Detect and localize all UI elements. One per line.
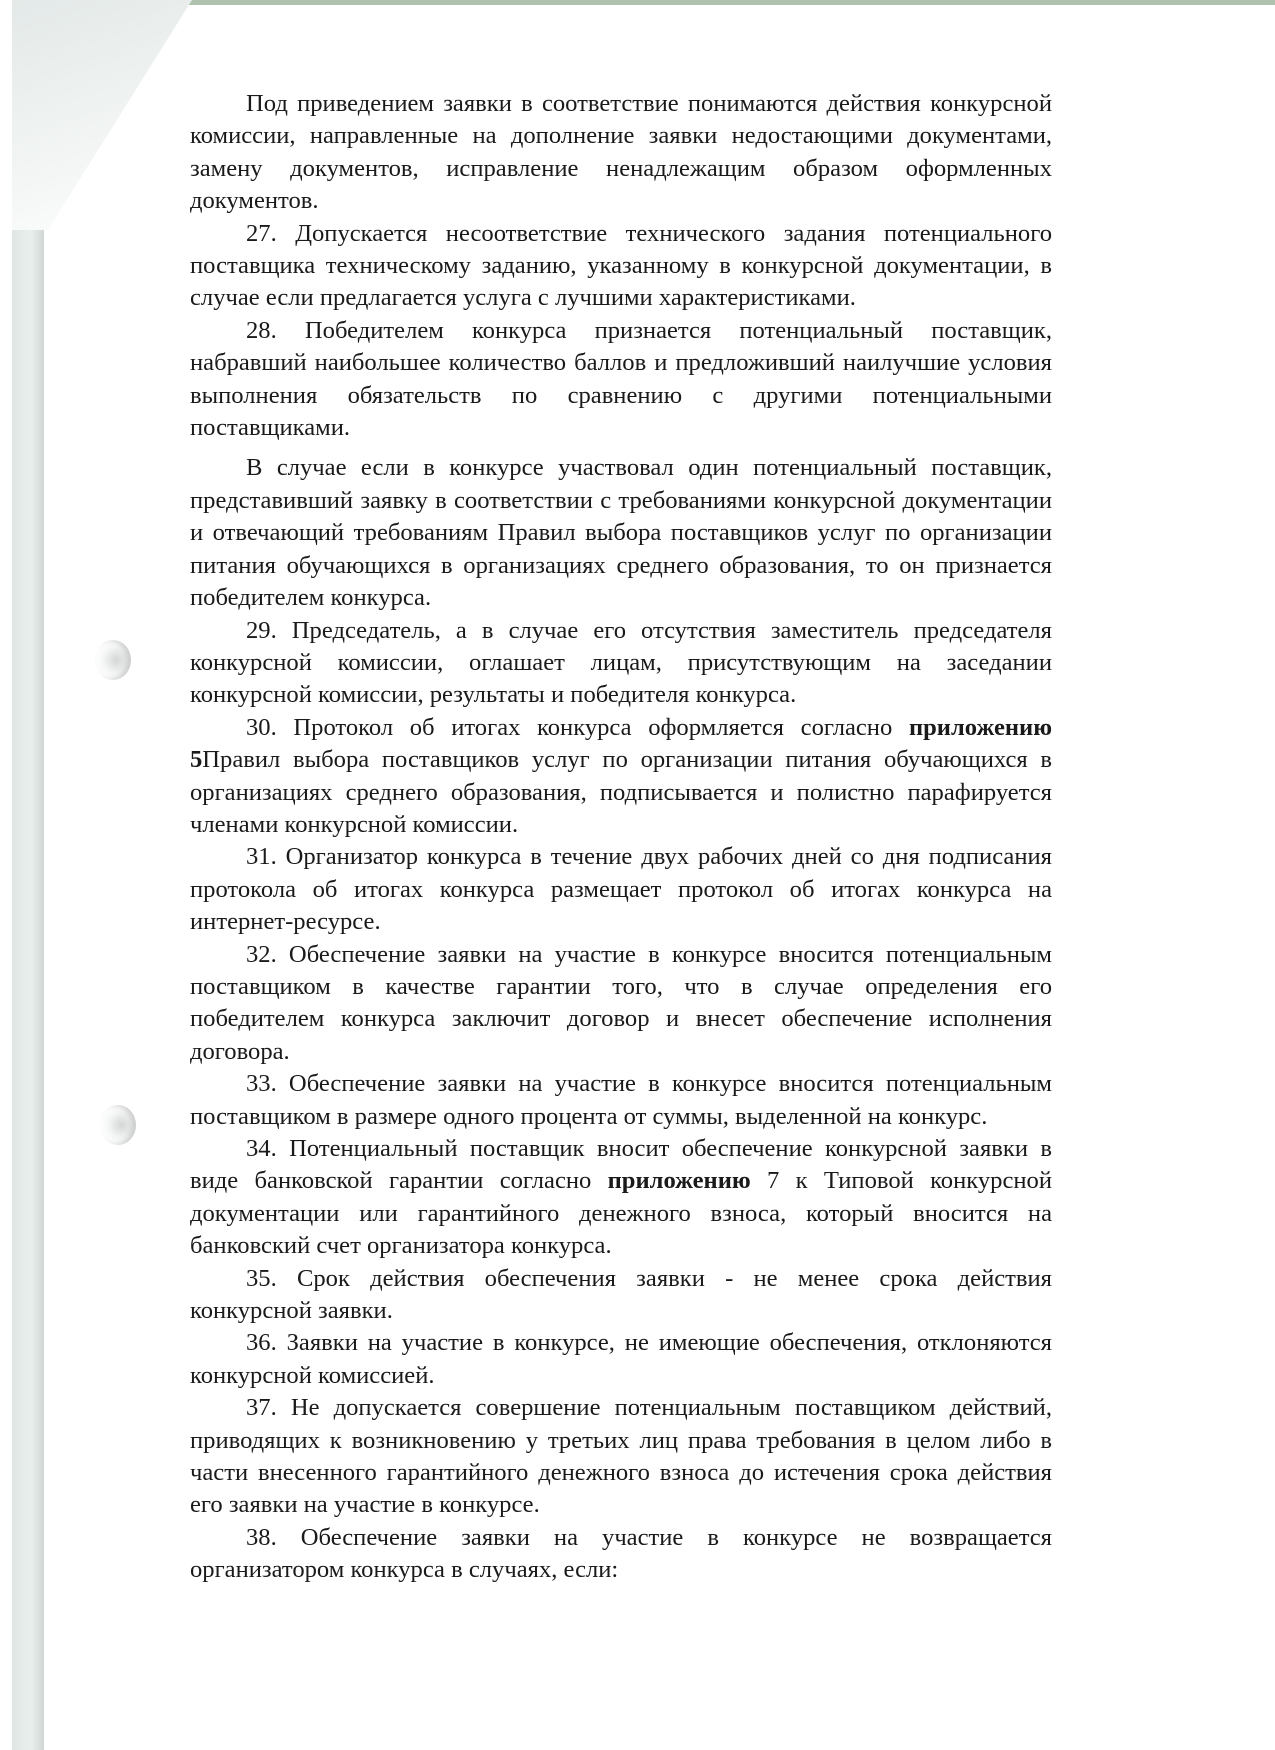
folded-page-corner: [12, 0, 192, 230]
appendix-5-reference: приложению 5: [190, 713, 1052, 774]
punch-hole-icon: [95, 640, 131, 680]
paragraph-34: [190, 1133, 1052, 1263]
appendix-7-reference: приложению: [607, 1167, 751, 1195]
punch-hole-icon: [100, 1105, 136, 1145]
paragraph-27: 27. Допускается несоответствие технического задания потенциального поставщика техническому заданию, указанному в конкурсной документации, в случае если предлагается услуга с лучшими характеристиками.: [190, 219, 1052, 312]
document-body: [190, 88, 1052, 1587]
paragraph-35: 35. Срок действия обеспечения заявки - не менее срока действия конкурсной заявки.: [190, 1264, 1052, 1325]
paragraph-29: 29. Председатель, а в случае его отсутствия заместитель председателя конкурсной комиссии, оглашает лицам, присутствующим на заседании конкурсной комиссии, результаты и победителя конкурса.: [190, 616, 1052, 709]
paragraph-37: 37. Не допускается совершение потенциальным поставщиком действий, приводящих к возникновению у третьих лиц права требования в целом либо в части внесенного гарантийного денежного взноса до истечения срока действия его заявки на участие в конкурсе.: [190, 1394, 1052, 1519]
paragraph-33: 33. Обеспечение заявки на участие в конкурсе вносится потенциальным поставщиком в размере одного процента от суммы, выделенной на конкурс.: [190, 1070, 1052, 1130]
scan-top-edge: [12, 0, 1275, 5]
paragraph-30-text-end: Правил выбора поставщиков услуг по организации питания обучающихся в организациях среднего образования, подписывается и полистно парафируется членами конкурсной комиссии.: [190, 746, 1052, 838]
paragraph-30: [190, 712, 1052, 842]
scan-binding-strip: [12, 0, 44, 1750]
paragraph-intro: Под приведением заявки в соответствие понимаются действия конкурсной комиссии, направленные на дополнение заявки недостающими документами, замену документов, исправление ненадлежащим образом оформленных документов.: [190, 90, 1052, 215]
paragraph-36: 36. Заявки на участие в конкурсе, не имеющие обеспечения, отклоняются конкурсной комиссией.: [190, 1329, 1052, 1389]
paragraph-30-text-start: 30. Протокол об итогах конкурса оформляется согласно: [246, 713, 909, 741]
paragraph-34-text-start: 34. Потенциальный поставщик вносит обеспечение конкурсной заявки в виде банковской гарантии согласно: [190, 1135, 1052, 1195]
paragraph-31: 31. Организатор конкурса в течение двух рабочих дней со дня подписания протокола об итогах конкурса размещает протокол об итогах конкурса на интернет-ресурсе.: [190, 843, 1052, 936]
paragraph-32: 32. Обеспечение заявки на участие в конкурсе вносится потенциальным поставщиком в качестве гарантии того, что в случае определения его победителем конкурса заключит договор и внесет обеспечение исполнения договора.: [190, 940, 1052, 1065]
paragraph-38: 38. Обеспечение заявки на участие в конкурсе не возвращается организатором конкурса в случаях, если:: [190, 1523, 1052, 1584]
paragraph-28-single-supplier: В случае если в конкурсе участвовал один потенциальный поставщик, представивший заявку в соответствии с требованиями конкурсной документации и отвечающий требованиям Правил выбора поставщиков услуг по организации питания обучающихся в организациях среднего образования, то он признается победителем конкурса.: [190, 454, 1052, 612]
paragraph-34-text-end: 7 к Типовой конкурсной документации или гарантийного денежного взноса, который вносится на банковский счет организатора конкурса.: [190, 1167, 1052, 1260]
paragraph-28: 28. Победителем конкурса признается потенциальный поставщик, набравший наибольшее количество баллов и предложивший наилучшие условия выполнения обязательств по сравнению с другими потенциальными поставщиками.: [190, 316, 1052, 442]
